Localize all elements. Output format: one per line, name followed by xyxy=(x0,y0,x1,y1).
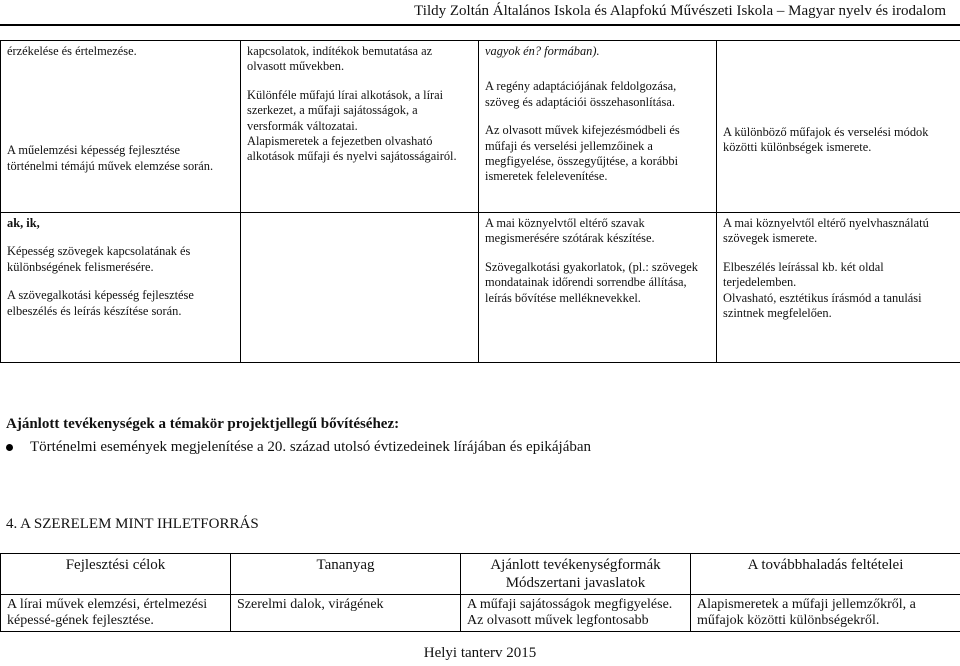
table-row xyxy=(1,41,960,213)
table-cell: Szerelmi dalok, virágének xyxy=(231,595,461,632)
table-row xyxy=(1,595,960,632)
cell-text: Szövegalkotási gyakorlatok, (pl.: szövegek mondatainak időrendi sorrendbe állítása, leírás bővítése melléknevekkel. xyxy=(485,259,702,305)
cell-text: A regény adaptációjának feldolgozása, szöveg és adaptációi összehasonlítása. xyxy=(485,79,680,109)
curriculum-table-lower xyxy=(0,553,960,632)
cell-text: Elbeszélés leírással kb. két oldal terjedelemben. xyxy=(723,259,887,290)
header-rule xyxy=(0,24,960,26)
column-header: Fejlesztési célok xyxy=(1,554,231,595)
cell-text: Különféle műfajú lírai alkotások, a lírai szerkezet, a műfaji sajátosságok, a versformák változatai. xyxy=(247,87,447,133)
curriculum-table-upper xyxy=(0,40,960,363)
table-cell: A lírai művek elemzési, értelmezési képessé-gének fejlesztése. xyxy=(1,595,231,632)
cell-text: Az olvasott művek kifejezésmódbeli és műfaji és verselési jellemzőinek a megfigyelése, összegyűjtése, a korábbi ismeretek felelevenítése. xyxy=(485,123,683,184)
table-header-row xyxy=(1,554,960,595)
document-header xyxy=(0,0,960,22)
cell-text: Képesség szövegek kapcsolatának és különbségének felismerésére. xyxy=(7,244,194,274)
section-title: 4. A SZERELEM MINT IHLETFORRÁS xyxy=(6,516,259,532)
cell-text: A mai köznyelvtől eltérő nyelvhasználatú szövegek ismerete. xyxy=(723,216,932,246)
goals-cell xyxy=(1,41,241,213)
cell-text: Olvasható, esztétikus írásmód a tanulási szintnek megfelelően. xyxy=(723,290,925,321)
cell-text: A szövegalkotási képesség fejlesztése elbeszélés és leírás készítése során. xyxy=(7,288,197,318)
cell-text: A mai köznyelvtől eltérő szavak megismerésére szótárak készítése. xyxy=(485,216,655,246)
list-item xyxy=(6,439,591,456)
bullet-icon xyxy=(6,444,13,451)
cell-text: ak, ik, xyxy=(7,216,40,230)
school-title: Tildy Zoltán Általános Iskola és Alapfokú Művészeti Iskola – Magyar nyelv és irodalom xyxy=(414,3,946,19)
list-item-text: Történelmi események megjelenítése a 20. század utolsó évtizedeinek lírájában és epikájában xyxy=(30,439,592,455)
content-cell xyxy=(241,213,479,363)
requirements-cell xyxy=(717,41,960,213)
cell-text: A műelemzési képesség fejlesztése történelmi témájú művek elemzése során. xyxy=(7,143,214,173)
goals-cell xyxy=(1,213,241,363)
table-cell: Alapismeretek a műfaji jellemzőkről, a műfajok közötti különbségekről. xyxy=(691,595,960,632)
cell-text: vagyok én? formában). xyxy=(485,44,600,58)
activities-cell xyxy=(479,213,717,363)
page-footer: Helyi tanterv 2015 xyxy=(423,645,537,661)
requirements-cell xyxy=(717,213,960,363)
activities-cell xyxy=(479,41,717,213)
cell-text: A különböző műfajok és verselési módok közötti különbségek ismerete. xyxy=(723,125,932,155)
table-cell: A műfaji sajátosságok megfigyelése. Az olvasott művek legfontosabb xyxy=(461,595,691,632)
cell-text: kapcsolatok, indítékok bemutatása az olvasott művekben. xyxy=(247,44,436,74)
column-header: A továbbhaladás feltételei xyxy=(691,554,960,595)
cell-text: Alapismeretek a fejezetben olvasható alkotások műfaji és nyelvi sajátosságairól. xyxy=(247,134,457,164)
cell-text: érzékelése és értelmezése. xyxy=(7,44,137,58)
column-header: Ajánlott tevékenységformák Módszertani javaslatok xyxy=(461,554,691,595)
activities-heading: Ajánlott tevékenységek a témakör projektjellegű bővítéséhez: xyxy=(6,416,400,432)
column-header: Tananyag xyxy=(231,554,461,595)
content-cell xyxy=(241,41,479,213)
table-row xyxy=(1,213,960,363)
